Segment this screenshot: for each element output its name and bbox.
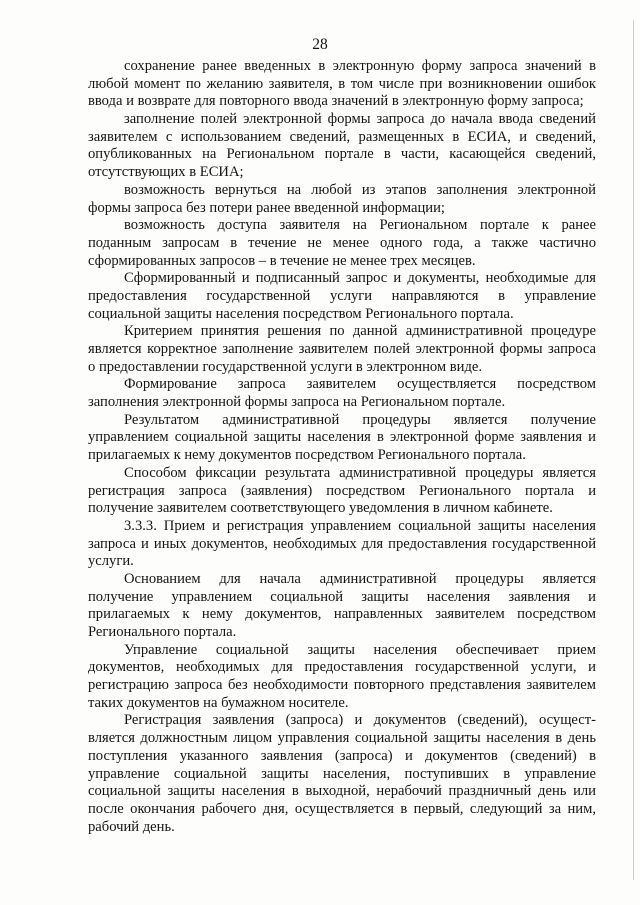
text-line: Результатом административной процедуры является получение xyxy=(124,411,596,428)
text-line: ввода и возврате для повторного ввода значений в электронную форму запроса; xyxy=(88,93,584,110)
text-line: Сформированный и подписанный запрос и документы, необходимые для xyxy=(124,270,596,287)
text-line: получение управлением социальной защиты населения заявления и xyxy=(88,588,596,605)
text-line: услуги. xyxy=(88,553,134,570)
text-line: таких документов на бумажном носителе. xyxy=(88,694,349,711)
text-line: после окончания рабочего дня, осуществляется в первый, следующий за ним, xyxy=(88,800,596,817)
text-line: социальной защиты населения в выходной, нерабочий праздничный день или xyxy=(88,783,596,800)
text-line: о предоставлении государственной услуги в электронном виде. xyxy=(88,358,483,375)
text-line: поступления указанного заявления (запроса) и документов (сведений) в xyxy=(88,747,596,764)
text-line: Регионального портала. xyxy=(88,624,237,640)
text-line: опубликованных на Региональном портале в части, касающейся сведений, xyxy=(88,146,596,163)
text-line: документов, необходимых для предоставления государственной услуги, и xyxy=(88,659,596,676)
text-line: заполнения электронной формы запроса на Региональном портале. xyxy=(88,394,506,411)
text-line: предоставления государственной услуги направляются в управление xyxy=(88,287,596,304)
text-line: Управление социальной защиты населения обеспечивает прием xyxy=(124,641,596,658)
text-line: регистрация запроса (заявления) посредством Регионального портала и xyxy=(88,482,596,499)
text-line: Основанием для начала административной процедуры является xyxy=(124,570,596,587)
page-edge xyxy=(633,20,634,880)
text-line: запроса и иных документов, необходимых для предоставления государственной xyxy=(88,535,596,552)
document-body xyxy=(88,58,596,836)
text-line: формы запроса без потери ранее введенной информации; xyxy=(88,199,445,216)
text-line: возможность доступа заявителя на Региональном портале к ранее xyxy=(124,217,596,234)
text-line: получение заявителем соответствующего уведомления в личном кабинете. xyxy=(88,500,553,517)
text-line: сформированных запросов – в течение не менее трех месяцев. xyxy=(88,252,476,269)
text-line: Формирование запроса заявителем осуществляется посредством xyxy=(124,376,596,393)
text-line: управлением социальной защиты населения в электронной форме заявления и xyxy=(88,429,596,446)
text-line: заполнение полей электронной формы запроса до начала ввода сведений xyxy=(124,111,596,128)
text-line: регистрацию запроса без необходимости повторного представления заявителем xyxy=(88,677,596,694)
text-line: сохранение ранее введенных в электронную форму запроса значений в xyxy=(124,58,596,74)
text-line: прилагаемых к нему документов, направленных заявителем посредством xyxy=(88,606,596,623)
text-line: возможность вернуться на любой из этапов заполнения электронной xyxy=(124,181,596,198)
text-line: поданным запросам в течение не менее одного года, а также частично xyxy=(88,234,596,251)
page-number: 28 xyxy=(312,36,328,53)
text-line: Критерием принятия решения по данной административной процедуре xyxy=(124,323,596,340)
text-line: прилагаемых к нему документов посредством Регионального портала. xyxy=(88,447,526,464)
text-line: отсутствующих в ЕСИА; xyxy=(88,164,244,181)
text-line: управление социальной защиты населения, поступивших в управление xyxy=(88,765,596,782)
text-line: Способом фиксации результата административной процедуры является xyxy=(124,464,596,481)
text-line: является корректное заполнение заявителем полей электронной формы запроса xyxy=(88,341,596,357)
text-line: 3.3.3. Прием и регистрация управлением социальной защиты населения xyxy=(124,517,596,534)
text-line: любой момент по желанию заявителя, в том числе при возникновении ошибок xyxy=(88,75,596,92)
text-line: вляется должностным лицом управления социальной защиты населения в день xyxy=(88,730,596,747)
text-line: рабочий день. xyxy=(88,818,175,835)
text-line: социальной защиты населения посредством Регионального портала. xyxy=(88,305,514,322)
text-line: Регистрация заявления (запроса) и документов (сведений), осущест- xyxy=(124,712,596,729)
text-line: заявителем с использованием сведений, размещенных в ЕСИА, и сведений, xyxy=(88,128,596,145)
